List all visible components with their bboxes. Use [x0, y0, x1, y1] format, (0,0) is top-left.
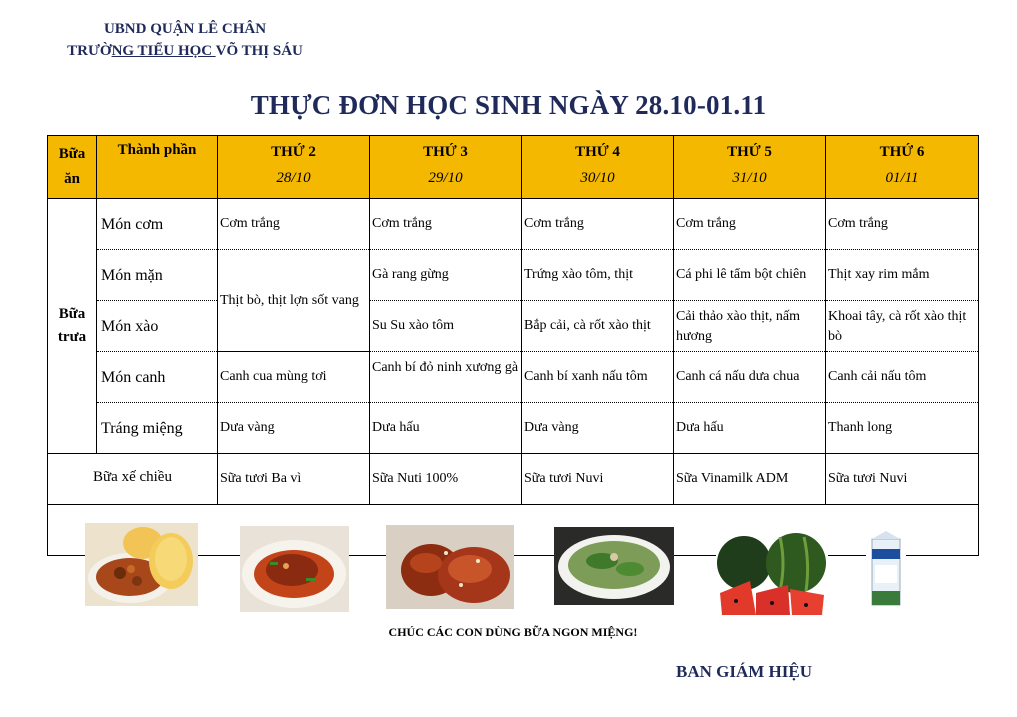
menu-cell: Cải thảo xào thịt, nấm hương: [674, 301, 826, 352]
menu-cell: Sữa tươi Ba vì: [218, 454, 370, 505]
day-header-wed: THỨ 4 30/10: [522, 136, 674, 199]
menu-cell: Sữa tươi Nuvi: [826, 454, 979, 505]
table-row-dessert: [48, 403, 979, 454]
menu-cell: Canh cua mùng tơi: [218, 352, 370, 403]
component-soup: Món canh: [97, 352, 218, 403]
table-row-rice: [48, 199, 979, 250]
glazed-pork-image: [386, 525, 514, 609]
menu-cell: Trứng xào tôm, thịt: [522, 250, 674, 301]
component-main: Món mặn: [97, 250, 218, 301]
photo-strip: [48, 505, 979, 639]
menu-cell: Canh cá nấu dưa chua: [674, 352, 826, 403]
menu-cell: Canh bí xanh nấu tôm: [522, 352, 674, 403]
component-column-header: Thành phần: [97, 136, 218, 199]
menu-table: [47, 135, 979, 639]
table-header-row: [48, 136, 979, 199]
menu-cell: Cá phi lê tẩm bột chiên: [674, 250, 826, 301]
menu-cell: Sữa Nuti 100%: [370, 454, 522, 505]
signature-label: BAN GIÁM HIỆU: [676, 662, 813, 681]
snack-label: Bữa xế chiều: [48, 454, 218, 505]
district-name: UBND QUẬN LÊ CHÂN: [103, 21, 267, 37]
menu-cell: Thịt xay rim mắm: [826, 250, 979, 301]
day-header-fri: THỨ 6 01/11: [826, 136, 979, 199]
day-header-mon: THỨ 2 28/10: [218, 136, 370, 199]
table-row-photos: [48, 505, 979, 556]
organization-header: [40, 18, 330, 62]
stew-with-bread-image: [85, 523, 198, 606]
menu-cell: Bắp cải, cà rốt xào thịt: [522, 301, 674, 352]
menu-cell: Dưa vàng: [218, 403, 370, 454]
menu-cell: Su Su xào tôm: [370, 301, 522, 352]
lunch-label: Bữa trưa: [48, 199, 97, 454]
day-header-thu: THỨ 5 31/10: [674, 136, 826, 199]
component-dessert: Tráng miệng: [97, 403, 218, 454]
component-stirfry: Món xào: [97, 301, 218, 352]
menu-cell: Gà rang gừng: [370, 250, 522, 301]
menu-cell: Khoai tây, cà rốt xào thịt bò: [826, 301, 979, 352]
braised-fish-image: [240, 526, 349, 612]
watermelon-image: [716, 533, 828, 617]
menu-cell: Canh cải nấu tôm: [826, 352, 979, 403]
school-name: TRƯỜNG TIỂU HỌC VÕ THỊ SÁU: [67, 43, 303, 59]
menu-cell: Cơm trắng: [218, 199, 370, 250]
menu-cell: Canh bí đỏ ninh xương gà: [370, 352, 522, 403]
menu-cell: Cơm trắng: [522, 199, 674, 250]
menu-cell: Dưa hấu: [674, 403, 826, 454]
closing-message: CHÚC CÁC CON DÙNG BỮA NGON MIỆNG!: [388, 625, 638, 639]
menu-cell: Dưa vàng: [522, 403, 674, 454]
milk-carton-image: [866, 529, 906, 609]
menu-cell: Cơm trắng: [674, 199, 826, 250]
table-row-snack: [48, 454, 979, 505]
menu-cell-merged: Thịt bò, thịt lợn sốt vang: [218, 250, 370, 352]
menu-cell: Cơm trắng: [370, 199, 522, 250]
menu-cell: Dưa hấu: [370, 403, 522, 454]
table-row-main: [48, 250, 979, 301]
meal-column-header: Bữa ăn: [48, 136, 97, 199]
day-header-tue: THỨ 3 29/10: [370, 136, 522, 199]
menu-cell: Cơm trắng: [826, 199, 979, 250]
menu-cell: Sữa Vinamilk ADM: [674, 454, 826, 505]
table-row-stirfry: [48, 301, 979, 352]
vegetable-soup-image: [554, 527, 674, 605]
menu-title: THỰC ĐƠN HỌC SINH NGÀY 28.10-01.11: [250, 90, 767, 120]
component-rice: Món cơm: [97, 199, 218, 250]
table-row-soup: [48, 352, 979, 403]
menu-cell: Sữa tươi Nuvi: [522, 454, 674, 505]
menu-cell: Thanh long: [826, 403, 979, 454]
